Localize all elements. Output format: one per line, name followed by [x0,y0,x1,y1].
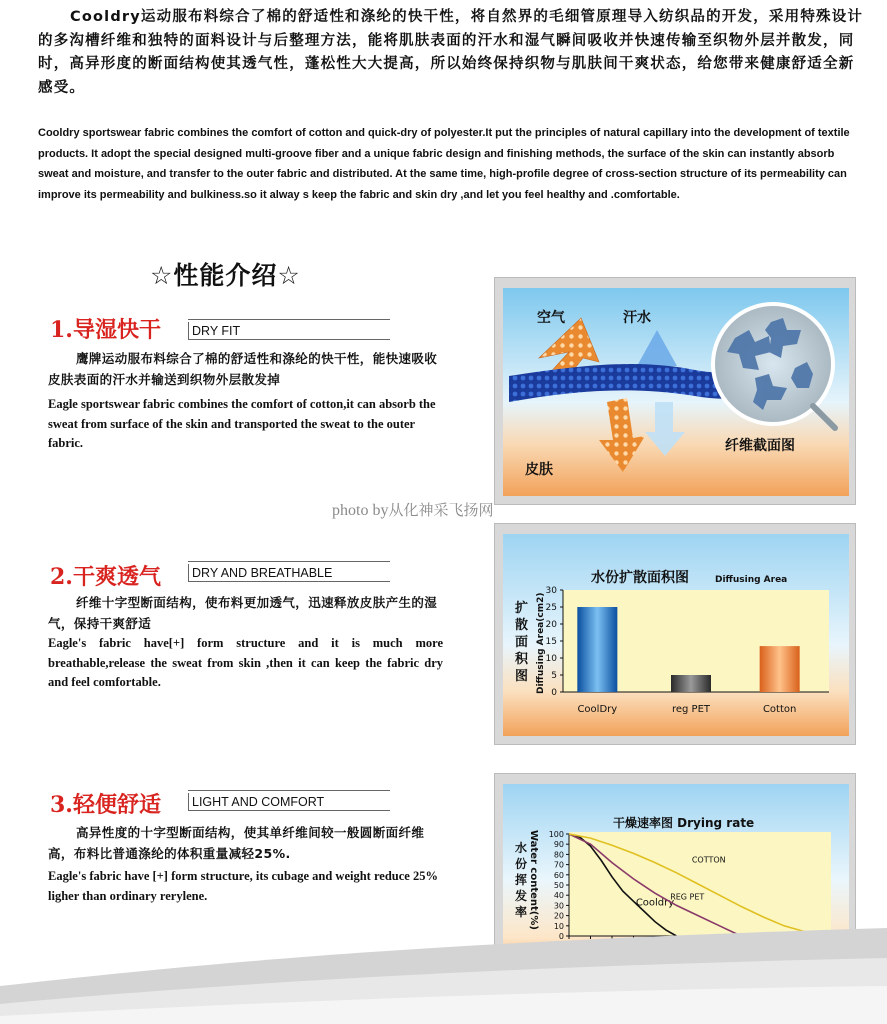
bar-ylabel-cn-char: 图 [515,669,529,684]
section-3-en-tag: LIGHT AND COMFORT [188,793,390,811]
section-main-title: ☆性能介绍☆ [150,261,301,290]
bar-ylabel-en: Diffusing Area(cm2) [536,592,546,694]
air-label: 空气 [537,310,565,326]
bar-chart-title-en: Diffusing Area [715,575,788,585]
section-2-en-tag: DRY AND BREATHABLE [188,564,390,582]
diffusing-area-panel [494,523,856,745]
bar-reg-pet [671,675,711,692]
bar-category-label: Cotton [762,704,797,715]
section-3-title: 3.轻便舒适 [50,792,161,818]
line-y-tick-label: 40 [553,891,564,901]
bar-y-tick-label: 20 [545,620,557,630]
bar-ylabel-cn-char: 面 [515,635,529,650]
bar-ylabel-cn-char: 积 [515,652,529,667]
bar-ylabel-cn-char: 散 [515,618,529,633]
line-ylabel-cn-char: 发 [515,889,528,903]
series-label-reg-pet: REG PET [670,892,705,902]
line-y-tick-label: 50 [553,881,564,890]
section-1-cn-text: 鹰牌运动服布料综合了棉的舒适性和涤纶的快干性，能快速吸收皮肤表面的汗水并输送到织物外层散发掉 [48,351,438,387]
line-ylabel-en: Water content(%) [528,830,539,930]
section-2-cn-text: 纤维十字型断面结构，使布料更加透气，迅速释放皮肤产生的湿气，保持干爽舒适 [48,595,438,631]
bar-cotton [760,646,800,692]
bar-ylabel-cn [515,600,529,684]
fabric-diagram-panel [494,277,856,505]
section-1-en-tag: DRY FIT [188,322,390,340]
skin-label: 皮肤 [525,462,553,478]
line-ylabel-cn [514,840,527,919]
section-3-en-text: Eagle's fabric have [+] form structure, its cubage and weight reduce 25% ligher than ordinary rerylene. [48,869,438,903]
line-y-tick-label: 100 [548,830,564,839]
bar-category-label: CoolDry [577,704,618,715]
bar-category-label: reg PET [671,704,711,715]
series-label-cooldry: Cooldry [635,897,675,909]
line-ylabel-cn-char: 挥 [515,873,528,887]
bottom-swoosh-decoration [0,920,887,1024]
watermark [332,499,493,520]
bar-y-tick-label: 15 [545,637,557,647]
fabric-diagram [495,278,857,506]
series-label-cotton: COTTON [691,855,726,865]
bar-y-tick-label: 0 [551,688,557,698]
watermark-name: 从化神采飞扬网 [388,501,494,519]
line-y-tick-label: 80 [553,850,564,860]
watermark-prefix: photo by [332,502,389,519]
section-2-tag-frame [188,561,390,581]
intro-english-paragraph: Cooldry sportswear fabric combines the comfort of cotton and quick-dry of polyester.It put the principles of natural capillary into the development of textile products. It adopt the special designed multi-groove fiber and a unique fabric design and finishing methods, the surface of the skin can instantly absorb sweat and moisture, and transfer to the outer fabric and distributed. At the same time, high-profile degree of cross-section structure of its permeability can improve its permeability and bulkiness.so it alway s keep the fabric and skin dry ,and let you feel healthy and .comfortable. [38,127,850,201]
diffusing-area-chart [495,524,857,746]
line-y-tick-label: 70 [553,860,564,870]
bar-y-tick-label: 25 [545,603,557,613]
fiber-section-label: 纤维截面图 [725,438,795,454]
bar-y-tick-label: 5 [551,671,557,681]
line-y-tick-label: 20 [553,911,564,921]
line-chart-title: 干燥速率图 Drying rate [613,816,755,830]
bar-ylabel-cn-char: 扩 [515,601,529,616]
section-2-en-text: Eagle's fabric have[+] form structure and it is much more breathable,release the sweat from skin ,then it can keep the fabric dry and feel comfortable. [48,636,443,689]
section-1-title: 1.导湿快干 [50,317,161,343]
line-y-tick-label: 90 [553,840,564,850]
bar-y-tick-label: 10 [545,654,557,664]
bar-y-tick-label: 30 [545,586,557,596]
line-y-tick-label: 60 [553,870,564,880]
line-ylabel-cn-char: 率 [515,905,528,919]
section-3-cn-text: 高异性度的十字型断面结构，使其单纤维间较一般圆断面纤维高，布料比普通涤纶的体积重量减轻25%. [48,825,425,861]
section-1-en-text: Eagle sportswear fabric combines the comfort of cotton,it can absorb the sweat from surface of the skin and transported the sweat to the outer fabric. [48,397,436,450]
line-y-tick-label: 10 [553,921,564,931]
bar-chart-title: 水份扩散面积图 [591,570,689,586]
line-y-tick-label: 30 [553,901,564,911]
section-1-tag-frame [188,319,390,339]
section-2-title: 2.干爽透气 [50,564,161,590]
intro-chinese-paragraph: Cooldry运动服布料综合了棉的舒适性和涤纶的快干性，将自然界的毛细管原理导入纺织品的开发，采用特殊设计的多沟槽纤维和独特的面料设计与后整理方法，能将肌肤表面的汗水和湿气瞬间吸收并快速传输至织物外层并散发，同时，高异形度的断面结构使其透气性，蓬松性大大提高，所以始终保持织物与肌肤间干爽状态，给您带来健康舒适全新感受。 [38,9,864,96]
line-y-tick-label: 0 [558,932,564,941]
section-3-tag-frame [188,790,390,810]
sweat-label: 汗水 [623,310,651,326]
line-ylabel-cn-char: 份 [515,857,528,871]
line-ylabel-cn-char: 水 [515,841,528,855]
bar-cooldry [577,607,617,692]
